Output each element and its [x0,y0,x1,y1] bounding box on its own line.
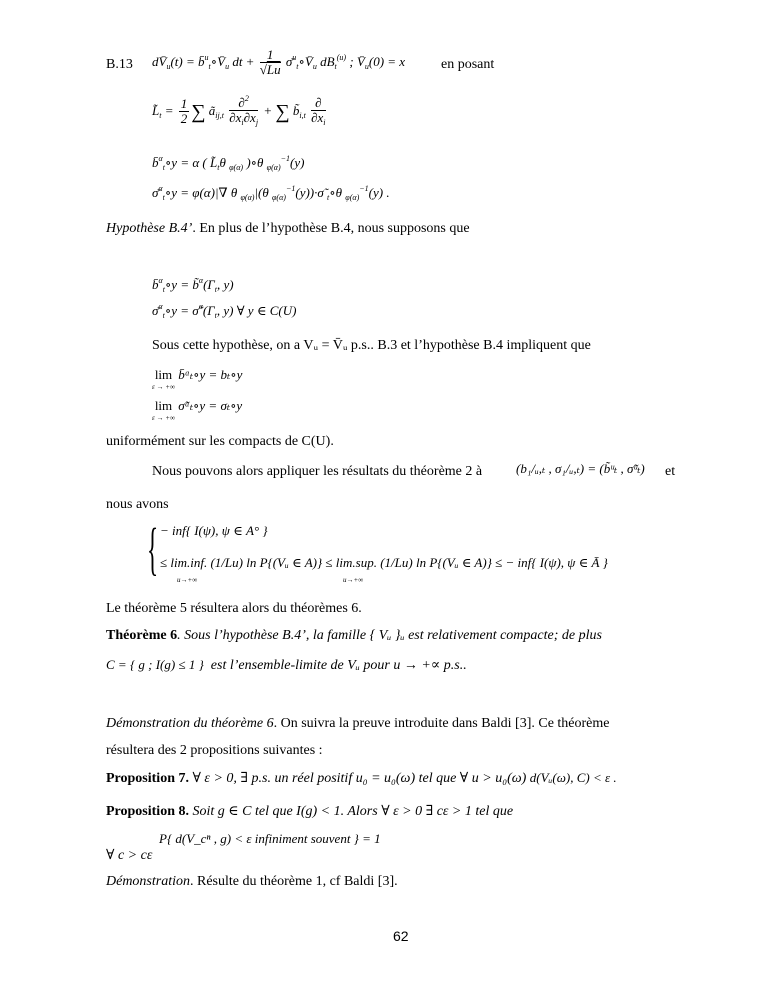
paragraph-apply: Nous pouvons alors appliquer les résultats du théorème 2 à [152,464,483,479]
equation-limit-b: lim ε → +∞ b̄ᵅₜ∘y = bₜ∘y [152,367,243,391]
left-brace: { [147,516,159,581]
ldp-line-1: − inf{ I(ψ), ψ ∈ A° } [160,523,268,538]
demonstration-theorem-6: Démonstration du théorème 6. On suivra la preuve introduite dans Baldi [3]. Ce théorème [106,716,610,731]
paragraph-hypothesis: Sous cette hypothèse, on a Vᵤ = V̄ᵤ p.s.. B.3 et l’hypothèse B.4 impliquent que [152,338,591,353]
proposition-8: Proposition 8. Soit g ∈ C tel que I(g) < 1. Alors ∀ ε > 0 ∃ cε > 1 tel que [106,804,514,819]
ldp-under-sup: u→+∞ [343,576,364,584]
ldp-line-2: ≤ lim.inf. (1/Lu) ln P{(Vᵤ ∈ A)} ≤ lim.sup. (1/Lu) ln P{(Vᵤ ∈ A)} ≤ − inf{ I(ψ), ψ ∈ Ā } [160,555,608,570]
hypothesis-b4prime: Hypothèse B.4’. En plus de l’hypothèse B.4, nous supposons que [106,221,470,236]
equation-limit-sigma: lim ε → +∞ σ̃ᵅₜ∘y = σₜ∘y [152,398,243,422]
paragraph-uniform: uniformément sur les compacts de C(U). [106,434,334,449]
equation-b-alpha: b̄$^\alpha_t$∘y = α ( $L̃_t\theta$ $_{\varphi(\alpha)}$ )∘θ $_{\varphi(\alpha)}^{-1}$(y) [152,154,305,172]
theorem-6-cont: C = { g ; I(g) ≤ 1 } est l’ensemble-limite de Vᵤ pour u → +∝ p.s.. [106,657,467,673]
ldp-under-inf: u→+∞ [177,576,198,584]
equation-suffix: en posant [441,57,495,72]
proposition-8-formula: P{ d(V_cⁿ , g) < ε infiniment souvent } = 1 [159,831,381,846]
equation-hyp-sigma: σ̄$^\alpha_t$∘y = $\sigmã^\alpha(\Gamma_t$, y) ∀ y ∈ C(U) [152,302,297,320]
paragraph-theorem5: Le théorème 5 résultera alors du théorèmes 6. [106,601,362,616]
demonstration-theorem-6-cont: résultera des 2 propositions suivantes : [106,743,323,758]
demonstration-final: Démonstration. Résulte du théorème 1, cf Baldi [3]. [106,874,398,889]
paragraph-nous-avons: nous avons [106,497,169,512]
proposition-7: Proposition 7. ∀ ε > 0, ∃ p.s. un réel positif u₀ = u₀(ω) tel que ∀ u > u₀(ω) d(Vᵤ(ω), C) < ε . [106,770,617,786]
paragraph-apply-end: et [665,464,676,479]
proposition-8-forall: ∀ c > cε [106,848,153,863]
theorem-6: Théorème 6. Sous l’hypothèse B.4’, la famille { Vᵤ }ᵤ est relativement compacte; de plus [106,628,602,643]
page-number: 62 [393,928,409,944]
equation-sigma-alpha: σ̄$^\alpha_t$∘y = φ(α)|∇ θ $_{\varphi(\alpha)}$|(θ $_{\varphi(\alpha)}^{-1}$(y))·σ̃ $_t$∘θ $_{\varphi(\alpha)}^{-1}$(y) . [152,184,390,202]
equation-hyp-b: b̄$^\alpha_t$∘y = $b̃^\alpha(\Gamma_t$, y) [152,276,234,294]
equation-apply: (b₁/ᵤ,ₜ , σ₁/ᵤ,ₜ) = (b̃ᵘₜ , σ̃ᵘₜ) [516,461,645,476]
equation-label-b13: B.13 [106,57,133,72]
equation-b13: $dV̄_u(t)$ = $b̄^u_t\circ V̄_u$ dt + $\frac{1}{√Lu}$ $\sigmā^u_t\circ V̄_u$ $dB_t^{(u)}$ ; $V̄_u(0) = x$ [152,47,406,78]
equation-generator: $L̃_t$ = $\frac{1}{2}$ ∑ $ã_{ij,t}$ $\frac{\partial^2}{\partial x_i\partial x_j}$ + ∑ $b̃_{i,t}$ $\frac{\partial}{\partial x_i}$ [152,94,326,128]
